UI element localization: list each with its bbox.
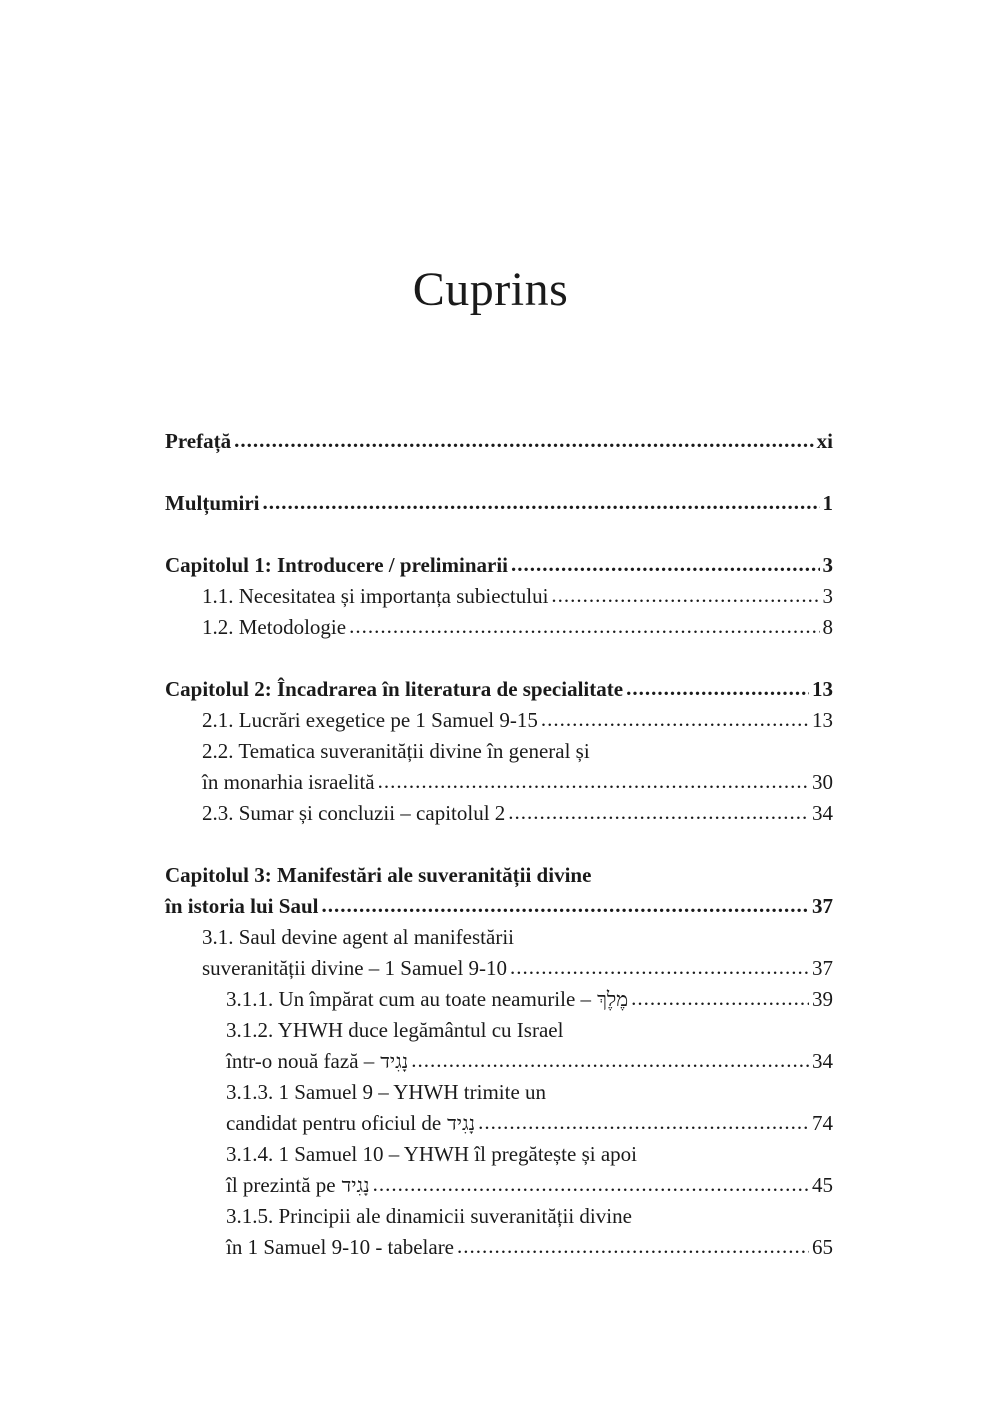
toc-entry-label: 3.1.3. 1 Samuel 9 – YHWH trimite un bbox=[226, 1080, 547, 1104]
toc-entry-3-1-2-line1[interactable] bbox=[165, 1015, 833, 1046]
toc-entry-label: în istoria lui Saul bbox=[165, 894, 319, 918]
toc-page-number: 34 bbox=[812, 801, 833, 825]
toc-entry-capitolul-3-line1[interactable] bbox=[165, 860, 833, 891]
toc-page-number: 13 bbox=[812, 708, 833, 732]
toc-entry-label: 3.1.5. Principii ale dinamicii suveranității divine bbox=[226, 1204, 632, 1228]
toc-entry-label: 2.1. Lucrări exegetice pe 1 Samuel 9-15 bbox=[202, 708, 538, 732]
dot-leader bbox=[349, 611, 819, 642]
toc-page-number: 1 bbox=[822, 491, 833, 515]
toc-entry-3-1-3-line1[interactable] bbox=[165, 1077, 833, 1108]
toc-entry-label: 3.1. Saul devine agent al manifestării bbox=[202, 925, 514, 949]
dot-leader bbox=[631, 983, 809, 1014]
toc-entry-label: Prefață bbox=[165, 429, 232, 453]
toc-entry-prefata[interactable] bbox=[165, 426, 833, 457]
toc-entry-label: în 1 Samuel 9-10 - tabelare bbox=[226, 1235, 455, 1259]
dot-leader bbox=[411, 1045, 809, 1076]
dot-leader bbox=[378, 766, 809, 797]
toc-entry-label: Capitolul 3: Manifestări ale suveranității divine bbox=[165, 863, 592, 887]
toc-entry-3-1-1[interactable] bbox=[165, 984, 833, 1015]
hebrew-term: נָגִיד bbox=[380, 1049, 409, 1073]
dot-leader bbox=[478, 1107, 809, 1138]
toc-page-number: 39 bbox=[812, 987, 833, 1011]
toc-entry-label: 3.1.2. YHWH duce legământul cu Israel bbox=[226, 1018, 564, 1042]
toc-entry-capitolul-1[interactable] bbox=[165, 550, 833, 581]
toc-entry-label: Mulțumiri bbox=[165, 491, 260, 515]
toc-entry-label: 1.1. Necesitatea și importanța subiectului bbox=[202, 584, 549, 608]
toc-entry-2-3[interactable] bbox=[165, 798, 833, 829]
toc-entry-capitolul-3-line2[interactable] bbox=[165, 891, 833, 922]
toc-entry-3-1-5-line2[interactable] bbox=[165, 1232, 833, 1263]
dot-leader bbox=[373, 1169, 809, 1200]
table-of-contents bbox=[165, 426, 833, 1263]
toc-entry-label: în monarhia israelită bbox=[202, 770, 375, 794]
toc-entry-1-1[interactable] bbox=[165, 581, 833, 612]
hebrew-term: מֶלֶךְ bbox=[597, 987, 629, 1011]
toc-entry-3-1-4-line1[interactable] bbox=[165, 1139, 833, 1170]
toc-page-number: 45 bbox=[812, 1173, 833, 1197]
hebrew-term: נָגִיד bbox=[341, 1173, 370, 1197]
toc-entry-2-1[interactable] bbox=[165, 705, 833, 736]
toc-entry-3-1-5-line1[interactable] bbox=[165, 1201, 833, 1232]
toc-entry-3-1-2-line2[interactable] bbox=[165, 1046, 833, 1077]
toc-entry-label: 3.1.1. Un împărat cum au toate neamurile – bbox=[226, 987, 592, 1011]
dot-leader bbox=[321, 890, 809, 921]
toc-entry-capitolul-2[interactable] bbox=[165, 674, 833, 705]
toc-page-number: xi bbox=[816, 429, 833, 453]
dot-leader bbox=[263, 487, 820, 518]
toc-entry-label: 2.3. Sumar și concluzii – capitolul 2 bbox=[202, 801, 506, 825]
toc-entry-label: îl prezintă pe bbox=[226, 1173, 336, 1197]
toc-entry-label: într-o nouă fază – bbox=[226, 1049, 375, 1073]
toc-entry-label: 2.2. Tematica suveranității divine în general și bbox=[202, 739, 590, 763]
dot-leader bbox=[508, 797, 809, 828]
toc-entry-label: suveranității divine – 1 Samuel 9-10 bbox=[202, 956, 508, 980]
toc-entry-label: 1.2. Metodologie bbox=[202, 615, 347, 639]
toc-entry-label: 3.1.4. 1 Samuel 10 – YHWH îl pregătește și apoi bbox=[226, 1142, 637, 1166]
toc-page-number: 34 bbox=[812, 1049, 833, 1073]
dot-leader bbox=[511, 549, 819, 580]
toc-entry-3-1-4-line2[interactable] bbox=[165, 1170, 833, 1201]
toc-entry-label: Capitolul 1: Introducere / preliminarii bbox=[165, 553, 509, 577]
toc-page-number: 37 bbox=[812, 894, 833, 918]
dot-leader bbox=[551, 580, 819, 611]
toc-page-number: 13 bbox=[812, 677, 833, 701]
toc-page-number: 30 bbox=[812, 770, 833, 794]
toc-entry-3-1-3-line2[interactable] bbox=[165, 1108, 833, 1139]
toc-entry-label: candidat pentru oficiul de bbox=[226, 1111, 442, 1135]
toc-entry-2-2-line1[interactable] bbox=[165, 736, 833, 767]
toc-entry-multumiri[interactable] bbox=[165, 488, 833, 519]
dot-leader bbox=[541, 704, 809, 735]
toc-page-number: 74 bbox=[812, 1111, 833, 1135]
toc-entry-label: Capitolul 2: Încadrarea în literatura de specialitate bbox=[165, 677, 624, 701]
toc-page-number: 3 bbox=[822, 553, 833, 577]
toc-entry-3-1-line1[interactable] bbox=[165, 922, 833, 953]
hebrew-term: נָגִיד bbox=[447, 1111, 476, 1135]
toc-page-number: 8 bbox=[822, 615, 833, 639]
page-title: Cuprins bbox=[412, 263, 569, 316]
dot-leader bbox=[457, 1231, 809, 1262]
toc-page-number: 3 bbox=[822, 584, 833, 608]
toc-entry-2-2-line2[interactable] bbox=[165, 767, 833, 798]
toc-entry-1-2[interactable] bbox=[165, 612, 833, 643]
dot-leader bbox=[626, 673, 809, 704]
dot-leader bbox=[510, 952, 809, 983]
toc-entry-3-1-line2[interactable] bbox=[165, 953, 833, 984]
toc-page-number: 37 bbox=[812, 956, 833, 980]
dot-leader bbox=[234, 425, 814, 456]
toc-page-number: 65 bbox=[812, 1235, 833, 1259]
